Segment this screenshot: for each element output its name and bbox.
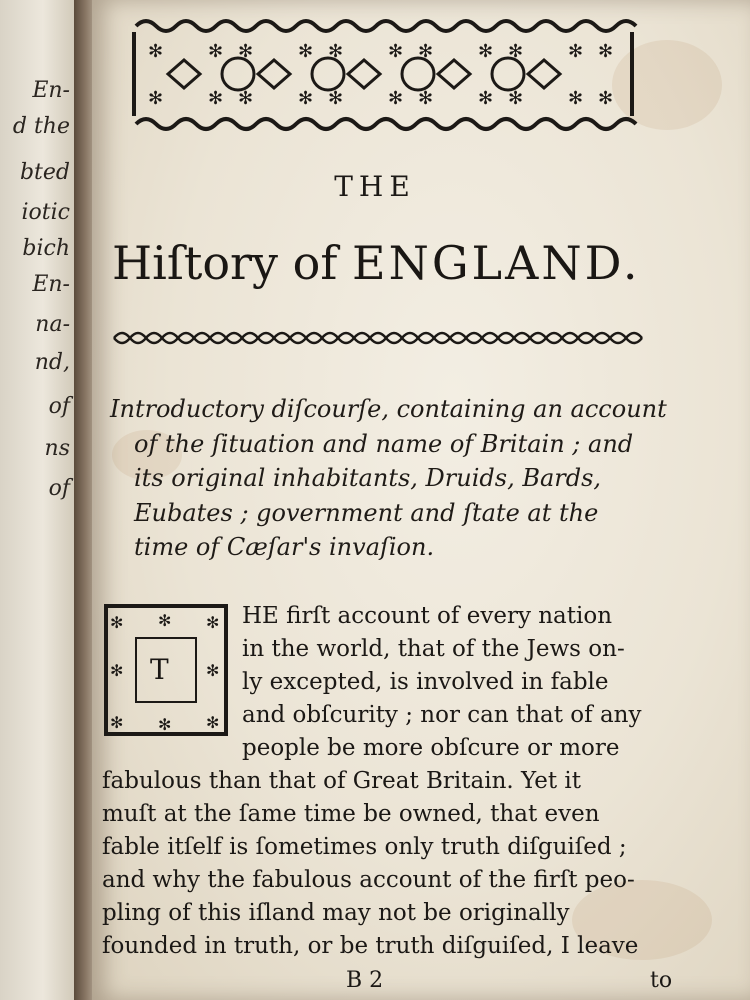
introductory-summary: [110, 392, 670, 565]
left-page-fragment: iotic: [21, 200, 70, 225]
svg-text:✻: ✻: [598, 88, 614, 109]
body-line: fabulous than that of Great Britain. Yet it: [102, 768, 581, 794]
svg-text:✻: ✻: [208, 41, 224, 62]
catchword: to: [650, 968, 673, 993]
left-page-fragment: na-: [35, 312, 70, 337]
body-line: HE firſt account of every nation: [242, 603, 613, 629]
left-page-fragment: ns: [44, 436, 70, 461]
ornamental-headpiece: [128, 12, 638, 138]
body-line: ly excepted, is involved in fable: [242, 669, 609, 695]
svg-text:✻: ✻: [158, 715, 172, 734]
svg-text:✻: ✻: [110, 613, 124, 632]
left-page-fragment: of: [48, 394, 70, 419]
svg-text:✻: ✻: [206, 713, 220, 732]
svg-text:✻: ✻: [148, 88, 164, 109]
svg-text:✻: ✻: [206, 613, 220, 632]
svg-text:✻: ✻: [110, 661, 124, 680]
intro-line: Introductory diſcourſe, containing an account: [110, 395, 667, 423]
left-page-fragment: En-: [32, 78, 70, 103]
title-the: THE: [334, 170, 416, 203]
ornamental-rule: [110, 320, 655, 356]
body-line: people be more obſcure or more: [242, 735, 620, 761]
title-england: ENGLAND.: [351, 236, 641, 290]
left-page-fragment: bich: [22, 236, 70, 261]
left-page-fragment: d the: [12, 114, 70, 139]
body-line: and why the fabulous account of the firſt peo-: [102, 867, 635, 893]
svg-text:✻: ✻: [206, 661, 220, 680]
intro-line: time of Cæſar's invaſion.: [134, 533, 435, 561]
dropcap-letter: T: [150, 653, 169, 686]
body-line: and obſcurity ; nor can that of any: [242, 702, 642, 728]
intro-line: its original inhabitants, Druids, Bards,: [134, 464, 602, 492]
body-line: founded in truth, or be truth diſguiſed, I leave: [102, 933, 639, 959]
left-page-fragment: En-: [32, 272, 70, 297]
svg-text:✻: ✻: [208, 88, 224, 109]
intro-line: Eubates ; government and ſtate at the: [134, 498, 599, 527]
body-line: muſt at the ſame time be owned, that even: [102, 801, 600, 827]
left-page-fragment: bted: [19, 160, 70, 185]
intro-line: of the ſituation and name of Britain ; and: [134, 429, 634, 458]
svg-text:✻: ✻: [110, 713, 124, 732]
title-history-prefix: Hiſtory of: [112, 236, 338, 290]
svg-text:✻: ✻: [598, 41, 614, 62]
left-facing-page: [0, 0, 78, 1000]
left-page-fragment: nd,: [34, 350, 70, 375]
body-line: in the world, that of the Jews on-: [242, 636, 625, 662]
svg-text:✻: ✻: [148, 41, 164, 62]
signature-mark: B 2: [346, 968, 384, 993]
svg-text:✻: ✻: [158, 611, 172, 630]
page-title: [112, 236, 672, 290]
body-line: fable itſelf is ſometimes only truth diſguiſed ;: [102, 834, 627, 860]
body-line: pling of this iſland may not be originally: [102, 900, 570, 926]
left-page-fragment: of: [48, 476, 70, 501]
